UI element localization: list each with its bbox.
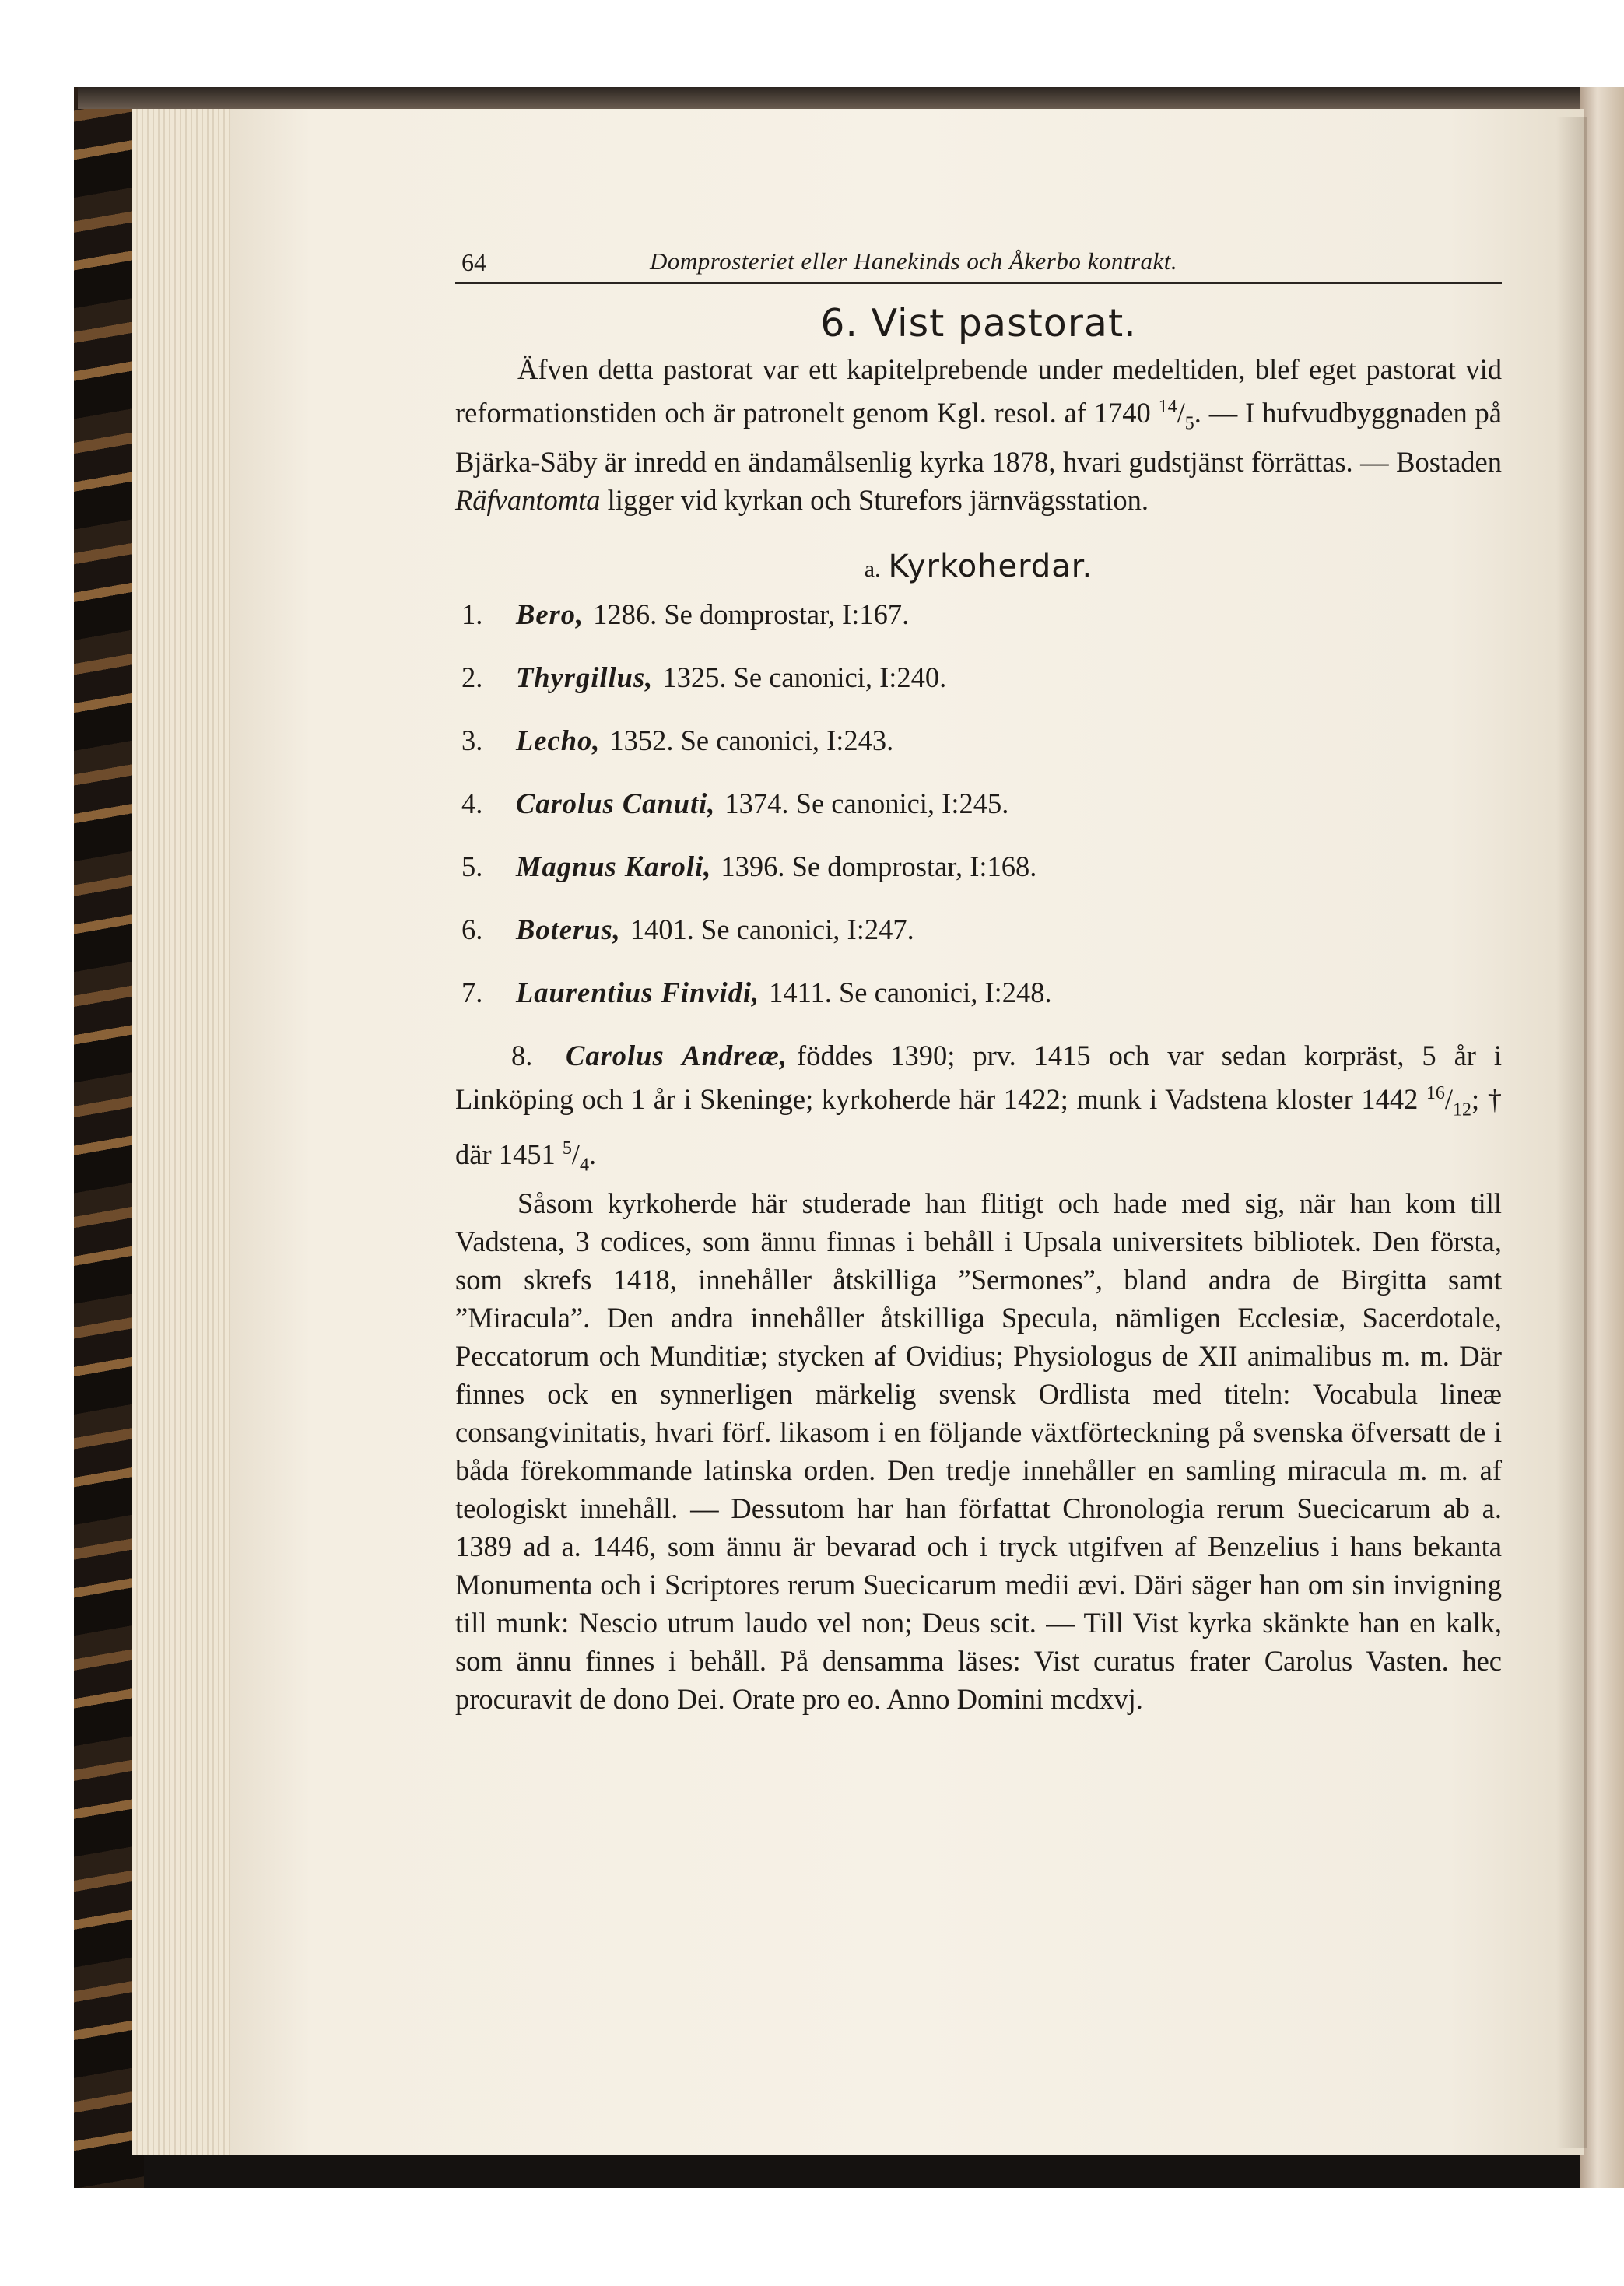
fraction-denominator: 4: [580, 1155, 590, 1176]
entry-number: 6.: [461, 913, 483, 946]
entry-text-b: ; † där 1451: [455, 1083, 1502, 1171]
subsection-heading: [455, 549, 1502, 584]
list-item: [455, 658, 1502, 696]
entry-name: Laurentius Finvidi,: [516, 976, 760, 1009]
intro-paragraph: Äfven detta pastorat var ett kapitelprebende under medeltiden, blef eget pastorat vid reformationstiden och är patronelt genom Kgl. resol. af 1740 $^{14}/_5$. — I hufvudbyggnaden på Bjärka-Säby är inredd en ändamålsenlig kyrka 1878, hvari gudstjänst förrättas. — Bostaden Räfvantomta ligger vid kyrkan och Sturefors järnvägsstation.: [455, 353, 1502, 517]
entry-text: 1352. Se canonici, I:243.: [609, 724, 894, 757]
entry-name: Carolus Andreæ,: [566, 1040, 788, 1072]
subsection-letter: a.: [864, 556, 881, 583]
entry-number: 3.: [461, 724, 483, 757]
entry-text: 1401. Se canonici, I:247.: [630, 913, 914, 946]
page-content: [455, 233, 1502, 1718]
entry-text-c: .: [589, 1138, 597, 1171]
entry-number: 8.: [511, 1040, 533, 1072]
entry-text-a: föddes 1390; prv. 1415 och var sedan korpräst, 5 år i Linköping och 1 år i Skeninge; kyrkoherde här 1422; munk i Vadstena kloster 1442: [455, 1040, 1502, 1116]
section-title: 6. Vist pastorat.: [820, 301, 1137, 345]
page-gutter-shadow: [1556, 117, 1587, 2148]
entry-number: 7.: [461, 976, 483, 1009]
list-item: [455, 595, 1502, 633]
intro-text-2: . — I hufvudbyggnaden på Bjärka-Säby är inredd en ändamålsenlig kyrka 1878, hvari gudstjänst förrättas. — Bostaden: [455, 397, 1502, 479]
list-item: [455, 910, 1502, 948]
subsection-title: Kyrkoherdar.: [888, 549, 1093, 585]
intro-italic-place: Räfvantomta: [455, 484, 601, 517]
entry-number: 2.: [461, 661, 483, 694]
list-item: [455, 784, 1502, 822]
entry-text: 1374. Se canonici, I:245.: [724, 787, 1009, 820]
entry-number: 5.: [461, 850, 483, 883]
list-item: [455, 721, 1502, 759]
running-head: [455, 233, 1502, 284]
entry-name: Bero,: [516, 598, 584, 631]
fraction-numerator: 16: [1426, 1083, 1445, 1104]
entry-name: Thyrgillus,: [516, 661, 654, 694]
running-title: Domprosteriet eller Hanekinds och Åkerbo kontrakt.: [650, 247, 1178, 275]
entry-name: Magnus Karoli,: [516, 850, 712, 883]
cover-top-edge: [78, 87, 1624, 109]
intro-fraction-denominator: 5: [1184, 413, 1194, 434]
list-item-detailed: 8. Carolus Andreæ, föddes 1390; prv. 1415 och var sedan korpräst, 5 år i Linköping och 1 år i Skeninge; kyrkoherde här 1422; munk i Vadstena kloster 1442 $^{16}/_{12}$; † där 1451 $^5/_4$.: [455, 1036, 1502, 1184]
page-stack-edges: [132, 109, 233, 2155]
entry-name: Carolus Canuti,: [516, 787, 716, 820]
body-paragraph: Såsom kyrkoherde här studerade han flitigt och hade med sig, när han kom till Vadstena, 3 codices, som ännu finnas i behåll i Upsala universitets bibliotek. Den första, som skrefs 1418, innehåller åtskilliga ”Sermones”, bland andra de Birgitta samt ”Miracula”. Den andra innehåller åtskilliga Specula, nämligen Ecclesiæ, Sacerdotale, Peccatorum och Munditiæ; stycken af Ovidius; Physiologus de XII animalibus m. m. Där finnes ock en synnerligen märkelig svensk Ordlista med titeln: Vocabula lineæ consangvinitatis, hvari förf. likasom i en följande växtförteckning på svenska öfversatt de i båda förekommande latinska orden. Den tredje innehåller en samling miracula m. m. af teologiskt innehåll. — Dessutom har han författat Chronologia rerum Suecicarum ab a. 1389 ad a. 1446, som ännu är bevarad och i tryck utgifven af Benzelius i hans bekanta Monumenta och i Scriptores rerum Suecicarum medii ævi. Däri säger han om sin invigning till munk: Nescio utrum laudo vel non; Deus scit. — Till Vist kyrka skänkte han en kalk, som ännu finnes i behåll. På densamma läses: Vist curatus frater Carolus Vasten. hec procuravit de dono Dei. Orate pro eo. Anno Domini mcdxvj.: [455, 1187, 1502, 1716]
fraction-numerator: 5: [562, 1138, 572, 1159]
fraction-denominator: 12: [1453, 1099, 1472, 1120]
list-item: [455, 973, 1502, 1012]
page-number: 64: [461, 248, 486, 276]
entry-number: 4.: [461, 787, 483, 820]
entry-text: 1286. Se domprostar, I:167.: [593, 598, 910, 631]
intro-text-1: Äfven detta pastorat var ett kapitelprebende under medeltiden, blef eget pastorat vid reformationstiden och är patronelt genom Kgl. resol. af 1740: [455, 353, 1502, 430]
entry-number: 1.: [461, 598, 483, 631]
intro-fraction-numerator: 14: [1158, 397, 1177, 417]
entry-text: 1396. Se domprostar, I:168.: [721, 850, 1037, 883]
entry-text: 1325. Se canonici, I:240.: [662, 661, 947, 694]
list-item: [455, 847, 1502, 885]
intro-text-3: ligger vid kyrkan och Sturefors järnvägsstation.: [600, 484, 1149, 517]
entry-name: Boterus,: [516, 913, 621, 946]
entry-name: Lecho,: [516, 724, 601, 757]
entry-text: 1411. Se canonici, I:248.: [769, 976, 1052, 1009]
